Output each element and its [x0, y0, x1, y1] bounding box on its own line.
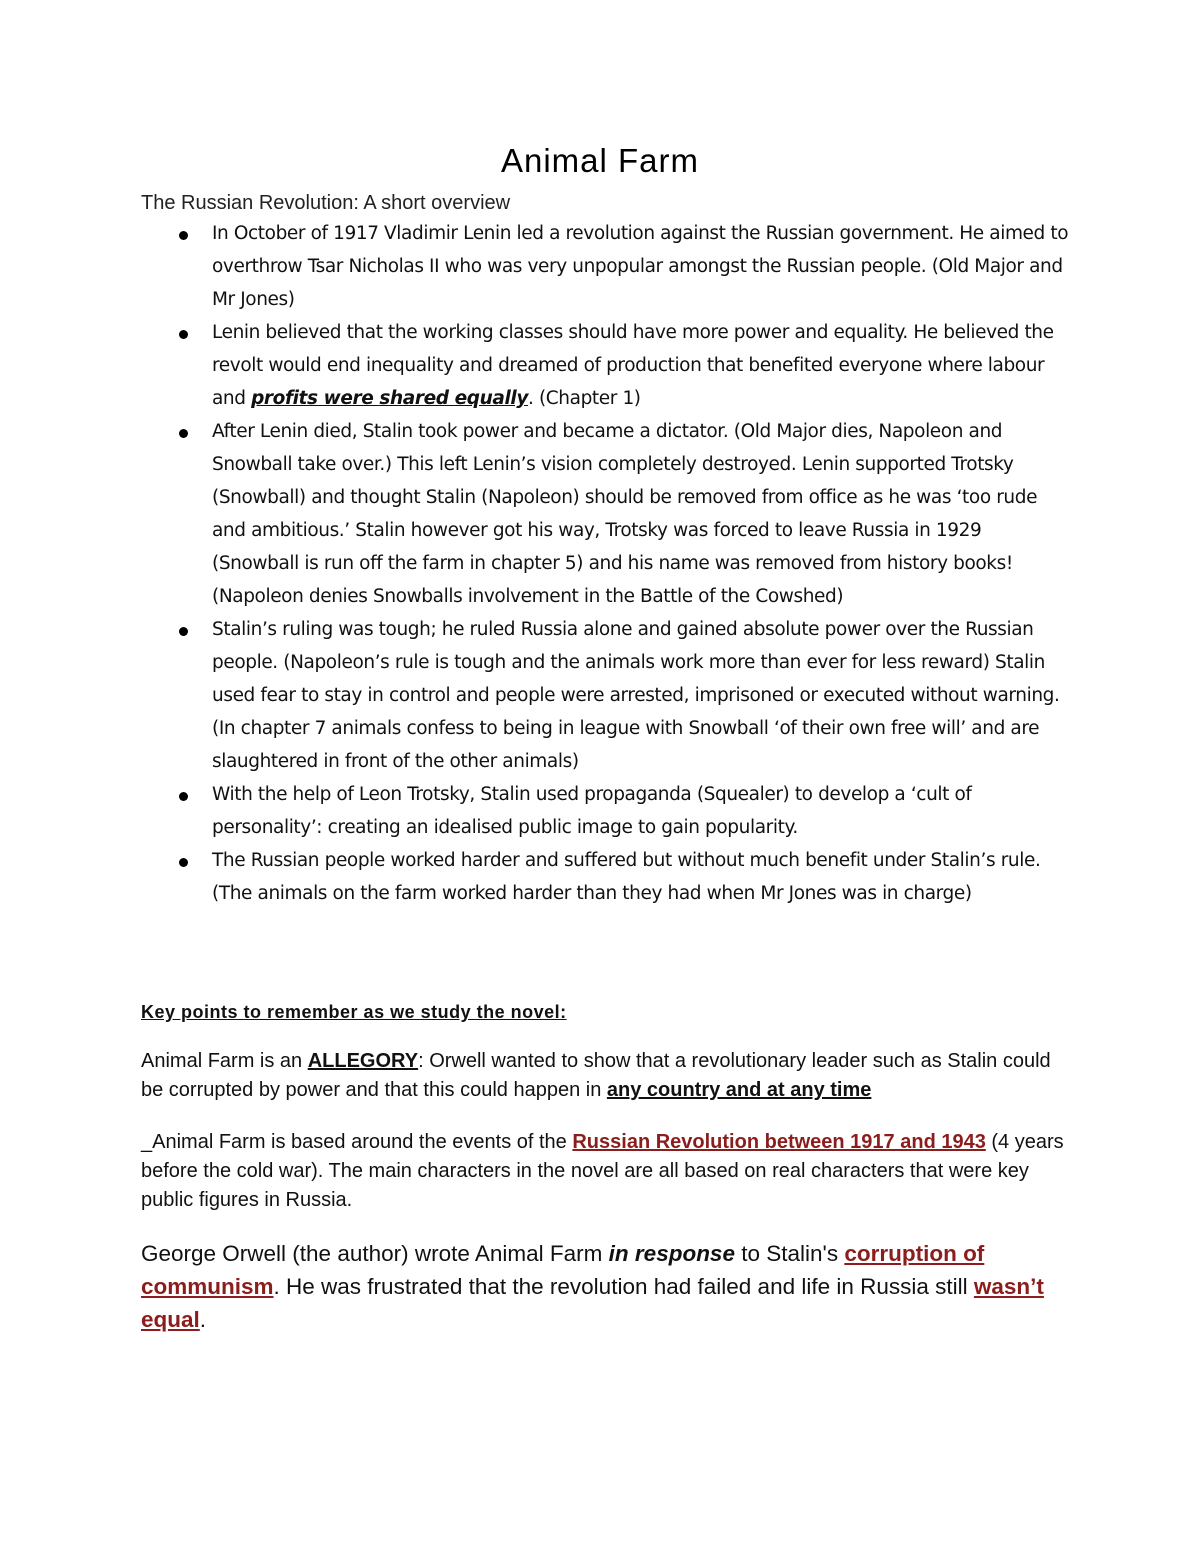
revolution-paragraph: [141, 1128, 1071, 1215]
bullet-icon: [179, 231, 188, 240]
allegory-paragraph: [141, 1047, 1071, 1105]
bullet-text: In October of 1917 Vladimir Lenin led a revolution against the Russian government. He aimed to overthrow Tsar Nicholas II who was very unpopular amongst the Russian people. (Old Major and Mr Jones): [212, 223, 1069, 310]
list-item: [141, 778, 1071, 844]
bullet-text: Stalin’s ruling was tough; he ruled Russia alone and gained absolute power over the Russian people. (Napoleon’s rule is tough and the animals work more than ever for less reward) Stalin used fear to stay in control and people were arrested, imprisoned or executed without warning. (In chapter 7 animals confess to being in league with Snowball ‘of their own free will’ and are slaughtered in front of the other animals): [212, 619, 1060, 772]
bullet-text: After Lenin died, Stalin took power and became a dictator. (Old Major dies, Napoleon and Snowball take over.) This left Lenin’s vision completely destroyed. Lenin supported Trotsky (Snowball) and thought Stalin (Napoleon) should be removed from office as he was ‘too rude and ambitious.’ Stalin however got his way, Trotsky was forced to leave Russia in 1929 (Snowball is run off the farm in chapter 5) and his name was removed from history books! (Napoleon denies Snowballs involvement in the Battle of the Cowshed): [212, 421, 1038, 607]
bullet-text: . (Chapter 1): [528, 388, 641, 409]
list-item: [141, 844, 1071, 910]
bullet-icon: [179, 429, 188, 438]
orwell-paragraph: [141, 1237, 1071, 1336]
bullet-text: With the help of Leon Trotsky, Stalin used propaganda (Squealer) to develop a ‘cult of personality’: creating an idealised public image to gain popularity.: [212, 784, 972, 838]
paragraph-text: .: [199, 1307, 207, 1332]
paragraph-text: _Animal Farm is based around the events of the: [141, 1131, 573, 1153]
allegory-term: ALLEGORY: [307, 1050, 419, 1072]
bullet-text: The Russian people worked harder and suffered but without much benefit under Stalin’s rule. (The animals on the farm worked harder than they had when Mr Jones was in charge): [212, 850, 1041, 904]
red-emphasis-text: wasn’t equal: [141, 1274, 1044, 1332]
paragraph-text: Animal Farm is an: [141, 1050, 308, 1072]
overview-bullet-list: [141, 217, 1071, 910]
paragraph-text: George Orwell (the author) wrote Animal Farm: [141, 1241, 609, 1266]
list-item: [141, 217, 1071, 316]
document-title: Animal Farm: [500, 142, 700, 179]
emphasis-text: any country and at any time: [606, 1079, 872, 1101]
key-points-heading: Key points to remember as we study the novel:: [141, 1002, 567, 1022]
bullet-icon: [179, 858, 188, 867]
bullet-icon: [179, 792, 188, 801]
list-item: [141, 415, 1071, 613]
list-item: [141, 316, 1071, 415]
red-emphasis-text: corruption of communism: [141, 1241, 985, 1299]
bold-italic-text: in response: [608, 1241, 735, 1266]
document-subtitle: The Russian Revolution: A short overview: [141, 192, 511, 214]
list-item: [141, 613, 1071, 778]
paragraph-text: to Stalin's: [734, 1241, 845, 1266]
paragraph-text: (4 years before the cold war). The main characters in the novel are all based on real characters that were key public figures in Russia.: [141, 1131, 1064, 1211]
bullet-icon: [179, 627, 188, 636]
red-emphasis-text: Russian Revolution between 1917 and 1943: [572, 1131, 986, 1153]
paragraph-text: : Orwell wanted to show that a revolutionary leader such as Stalin could be corrupted by power and that this could happen in: [141, 1050, 1051, 1101]
paragraph-text: . He was frustrated that the revolution had failed and life in Russia still: [273, 1274, 974, 1299]
bullet-text: Lenin believed that the working classes should have more power and equality. He believed the revolt would end inequality and dreamed of production that benefited everyone where labour and: [212, 322, 1054, 409]
bullet-icon: [179, 330, 188, 339]
emphasis-text: profits were shared equally: [251, 388, 529, 409]
